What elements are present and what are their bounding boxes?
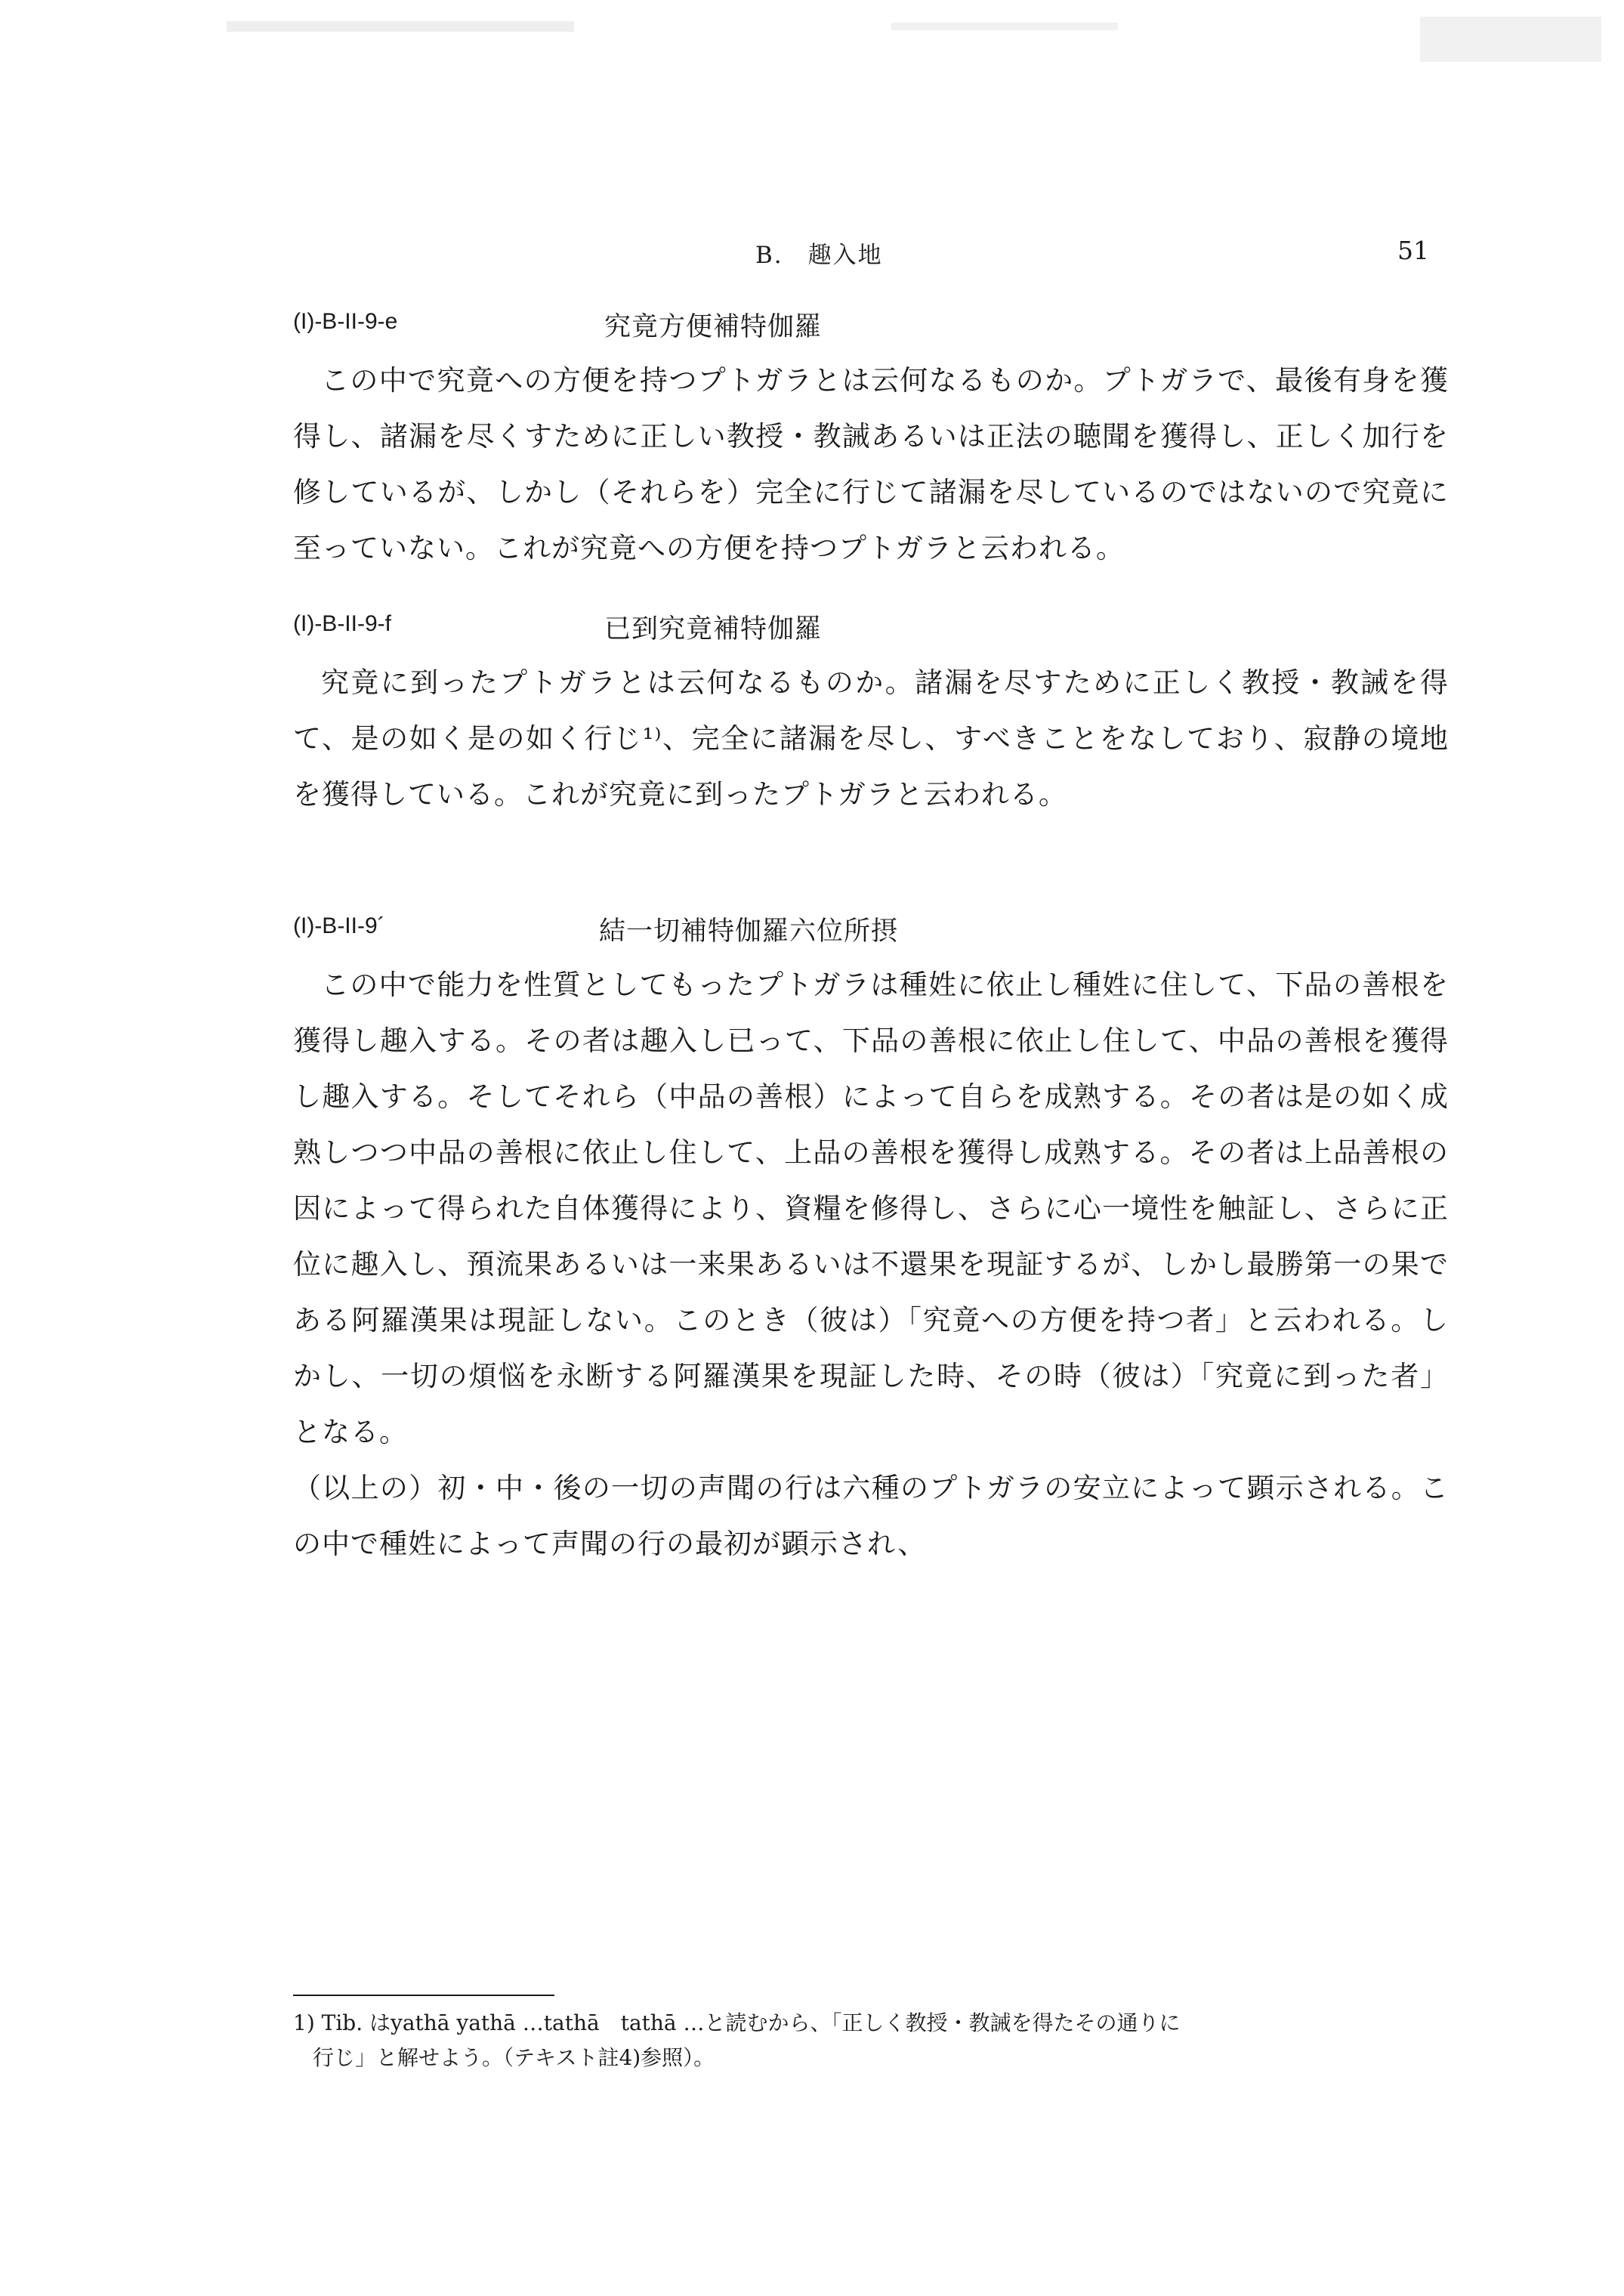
section-title: 究竟方便補特伽羅 <box>604 312 823 342</box>
section-heading <box>293 306 1449 353</box>
page-number: 51 <box>1397 236 1429 265</box>
section-id: (I)-B-II-9-e <box>293 309 398 334</box>
section-heading <box>293 608 1449 655</box>
footnote-line: 行じ」と解せよう。（テキスト註4)参照）。 <box>313 2045 715 2070</box>
scan-noise <box>227 21 574 32</box>
section-title: 已到究竟補特伽羅 <box>604 614 823 644</box>
paragraph: （以上の）初・中・後の一切の声聞の行は六種のプトガラの安立によって顕示される。この中で種姓によって声聞の行の最初が顕示され、 <box>293 1472 1449 1560</box>
footnote-line: 1) Tib. はyathā yathā …tathā tathā …と読むから、「正しく教授・教誡を得たその通りに <box>293 2010 1181 2035</box>
paragraph: この中で能力を性質としてもったプトガラは種姓に依止し種姓に住して、下品の善根を獲得し趣入する。その者は趣入し已って、下品の善根に依止し住して、中品の善根を獲得し趣入する。そしてそれら（中品の善根）によって自らを成熟する。その者は是の如く成熟しつつ中品の善根に依止し住して、上品の善根を獲得し成熟する。その者は上品善根の因によって得られた自体獲得により、資糧を修得し、さらに心一境性を触証し、さらに正位に趣入し、預流果あるいは一来果あるいは不還果を現証するが、しかし最勝第一の果である阿羅漢果は現証しない。このとき（彼は）「究竟への方便を持つ者」と云われる。しかし、一切の煩悩を永断する阿羅漢果を現証した時、その時（彼は）「究竟に到った者」となる。 <box>293 969 1449 1448</box>
section-f <box>293 608 1449 823</box>
running-head: B. 趣入地 <box>755 242 883 269</box>
paragraph: 究竟に到ったプトガラとは云何なるものか。諸漏を尽すために正しく教授・教誡を得て、是の如く是の如く行じ¹⁾、完全に諸漏を尽し、すべきことをなしており、寂静の境地を獲得している。これが究竟に到ったプトガラと云われる。 <box>293 666 1449 811</box>
section-e <box>293 306 1449 576</box>
scan-noise <box>891 23 1118 30</box>
section-id: (I)-B-II-9´ <box>293 913 385 938</box>
section-id: (I)-B-II-9-f <box>293 611 391 636</box>
section-9-prime <box>293 910 1449 1572</box>
footnote-rule <box>293 1995 554 1996</box>
section-title: 結一切補特伽羅六位所摂 <box>599 916 899 947</box>
footnote <box>293 2006 1449 2075</box>
scan-noise <box>1420 17 1601 62</box>
section-heading <box>293 910 1449 957</box>
paragraph: この中で究竟への方便を持つプトガラとは云何なるものか。プトガラで、最後有身を獲得し、諸漏を尽くすために正しい教授・教誡あるいは正法の聴聞を獲得し、正しく加行を修しているが、しかし（それらを）完全に行じて諸漏を尽しているのではないので究竟に至っていない。これが究竟への方便を持つプトガラと云われる。 <box>293 364 1449 564</box>
